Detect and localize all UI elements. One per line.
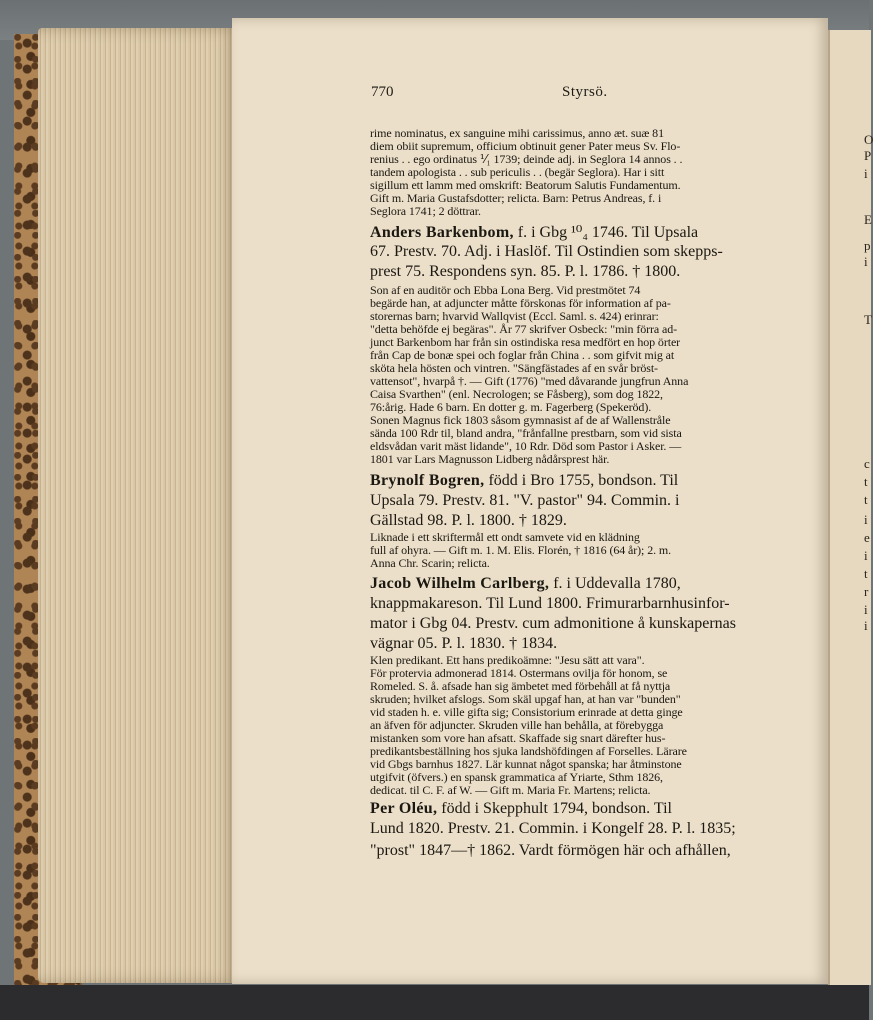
facing-page-fragment: t — [864, 474, 868, 489]
facing-page-fragment: T — [864, 312, 872, 327]
text-line: predikantsbeställning hos sjuka landshöfdingen af Forselles. Lärare — [370, 744, 687, 758]
entry-heading-line: Jacob Wilhelm Carlberg, f. i Uddevalla 1780, — [370, 575, 681, 592]
page-number: 770 — [371, 84, 394, 100]
facing-page-fragment: c — [864, 456, 870, 471]
text-line: Caisa Svarthen" (enl. Necrologen; se Fåsberg), som dog 1822, — [370, 387, 663, 401]
text-line: sigillum ett lamm med omskrift: Beatorum Salutis Fundamentum. — [370, 178, 681, 192]
text-line: Lund 1820. Prestv. 21. Commin. i Kongelf 28. P. l. 1835; — [370, 820, 736, 837]
facing-page-fragment: t — [864, 566, 868, 581]
text-line: prest 75. Respondens syn. 85. P. l. 1786. † 1800. — [370, 263, 681, 280]
text-line: från Cap de bonæ spei och foglar från China . . som gifvit mig at — [370, 348, 675, 362]
facing-page-fragment: p — [864, 238, 871, 253]
text-line: begärde han, at adjuncter måtte förskonas för information af pa- — [370, 296, 671, 310]
facing-page-fragment: i — [864, 254, 868, 269]
text-line: vid Gbgs barnhus 1827. Lär kunnat något spanska; har åtminstone — [370, 757, 682, 771]
facing-page-fragment: i — [864, 602, 868, 617]
facing-page-fragment: E — [864, 212, 872, 227]
scanner-bed-bottom — [0, 985, 869, 1020]
entry-name: Jacob Wilhelm Carlberg, — [370, 575, 550, 592]
text-line: mator i Gbg 04. Prestv. cum admonitione å kunskapernas — [370, 615, 736, 632]
text-line: mistanken som vore han afsatt. Skaffade sig snart därefter hus- — [370, 731, 666, 745]
text-line: vid staden h. e. ville gifta sig; Consistorium erinrade at detta ginge — [370, 705, 683, 719]
text-line: dedicat. til C. F. af W. — Gift m. Maria Fr. Martens; relicta. — [370, 783, 651, 797]
facing-page-fragment: P — [864, 148, 872, 163]
text-line: storernas barn; hvarvid Wallqvist (Eccl. Saml. s. 424) erinrar: — [370, 309, 659, 323]
text-line: 67. Prestv. 70. Adj. i Haslöf. Til Ostindien som skepps- — [370, 243, 723, 260]
text-line: Sonen Magnus fick 1803 såsom gymnasist af de af Wallenstråle — [370, 413, 671, 427]
text-line: renius . . ego ordinatus ⅟₁ 1739; deinde adj. in Seglora 14 annos . . — [370, 152, 683, 166]
entry-name: Per Oléu, — [370, 800, 438, 817]
facing-page-fragment: i — [864, 618, 868, 633]
text-line: Upsala 79. Prestv. 81. "V. pastor" 94. Commin. i — [370, 492, 680, 509]
text-line: 76:årig. Hade 6 barn. En dotter g. m. Fagerberg (Spekeröd). — [370, 400, 652, 414]
text-line: Son af en auditör och Ebba Lona Berg. Vid prestmötet 74 — [370, 283, 641, 297]
text-line: Seglora 1741; 2 döttrar. — [370, 204, 481, 218]
text-line: För protervia admonerad 1814. Ostermans ovilja för honom, se — [370, 666, 668, 680]
text-line: "prost" 1847—† 1862. Vardt förmögen här och afhållen, — [370, 842, 731, 859]
text-line: diem obiit supremum, officium obtinuit gener Pater meus Sv. Flo- — [370, 139, 681, 153]
text-line: rime nominatus, ex sanguine mihi carissimus, anno æt. suæ 81 — [370, 126, 664, 140]
facing-page-fragment: i — [864, 512, 868, 527]
text-line: junct Barkenbom har från sin ostindiska resa medfört en hop örter — [370, 335, 681, 349]
text-line: sända 100 Rdr til, bland andra, "frånfallne prestbarn, som vid sista — [370, 426, 682, 440]
entry-heading-line: Per Oléu, född i Skepphult 1794, bondson. Til — [370, 800, 672, 817]
text-line: vattensot", hvarpå †. — Gift (1776) "med dåvarande jungfrun Anna — [370, 374, 689, 388]
entry-heading-line: Brynolf Bogren, född i Bro 1755, bondson. Til — [370, 472, 679, 489]
entry-name: Anders Barkenbom, — [370, 224, 514, 241]
text-line: tandem apologista . . sub periculis . . (begär Seglora). Har i sitt — [370, 165, 665, 179]
facing-page-fragment: O — [864, 132, 873, 147]
text-line: "detta behöfde ej begäras". År 77 skrifver Osbeck: "min förra ad- — [370, 322, 678, 336]
text-line: knappmakareson. Til Lund 1800. Frimurarbarnhusinfor- — [370, 595, 730, 612]
running-headword: Styrsö. — [562, 84, 608, 100]
text-line: Liknade i ett skriftermål ett ondt samvete vid en klädning — [370, 530, 640, 544]
text-line: an äfven för adjuncter. Skruden ville han behålla, at förebygga — [370, 718, 664, 732]
text-line: full af ohyra. — Gift m. 1. M. Elis. Florén, † 1816 (64 år); 2. m. — [370, 543, 672, 557]
facing-page-fragment: i — [864, 548, 868, 563]
text-line: utgifvit (öfvers.) en spansk grammatica af Yriarte, Sthm 1826, — [370, 770, 663, 784]
page-edges — [38, 28, 238, 983]
facing-page-fragment: e — [864, 530, 870, 545]
facing-page-fragment: r — [864, 584, 869, 599]
facing-page-fragment: i — [864, 166, 868, 181]
text-line: vägnar 05. P. l. 1830. † 1834. — [370, 635, 558, 652]
text-line: skruden; hvilket afslogs. Som skäl upgaf han, at han var "bunden" — [370, 692, 681, 706]
entry-name: Brynolf Bogren, — [370, 472, 485, 489]
text-line: eldsvådan varit mäst lidande", 10 Rdr. Död som Pastor i Asker. — — [370, 439, 682, 453]
text-line: 1801 var Lars Magnusson Lidberg nådårsprest här. — [370, 452, 610, 466]
facing-page-fragment: t — [864, 492, 868, 507]
facing-page-edge — [828, 30, 871, 985]
text-line: sköta hela hösten och vintren. "Sängfästades af en svår bröst- — [370, 361, 658, 375]
text-line: Romeled. S. å. afsade han sig ämbetet med förbehåll at få nyttja — [370, 679, 671, 693]
entry-heading-line: Anders Barkenbom, f. i Gbg ¹⁰₄ 1746. Til Upsala — [370, 224, 699, 241]
text-line: Gällstad 98. P. l. 1800. † 1829. — [370, 512, 567, 529]
text-line: Gift m. Maria Gustafsdotter; relicta. Barn: Petrus Andreas, f. i — [370, 191, 662, 205]
text-line: Anna Chr. Scarin; relicta. — [370, 556, 490, 570]
text-line: Klen predikant. Ett hans predikoämne: "Jesu sätt att vara". — [370, 653, 645, 667]
